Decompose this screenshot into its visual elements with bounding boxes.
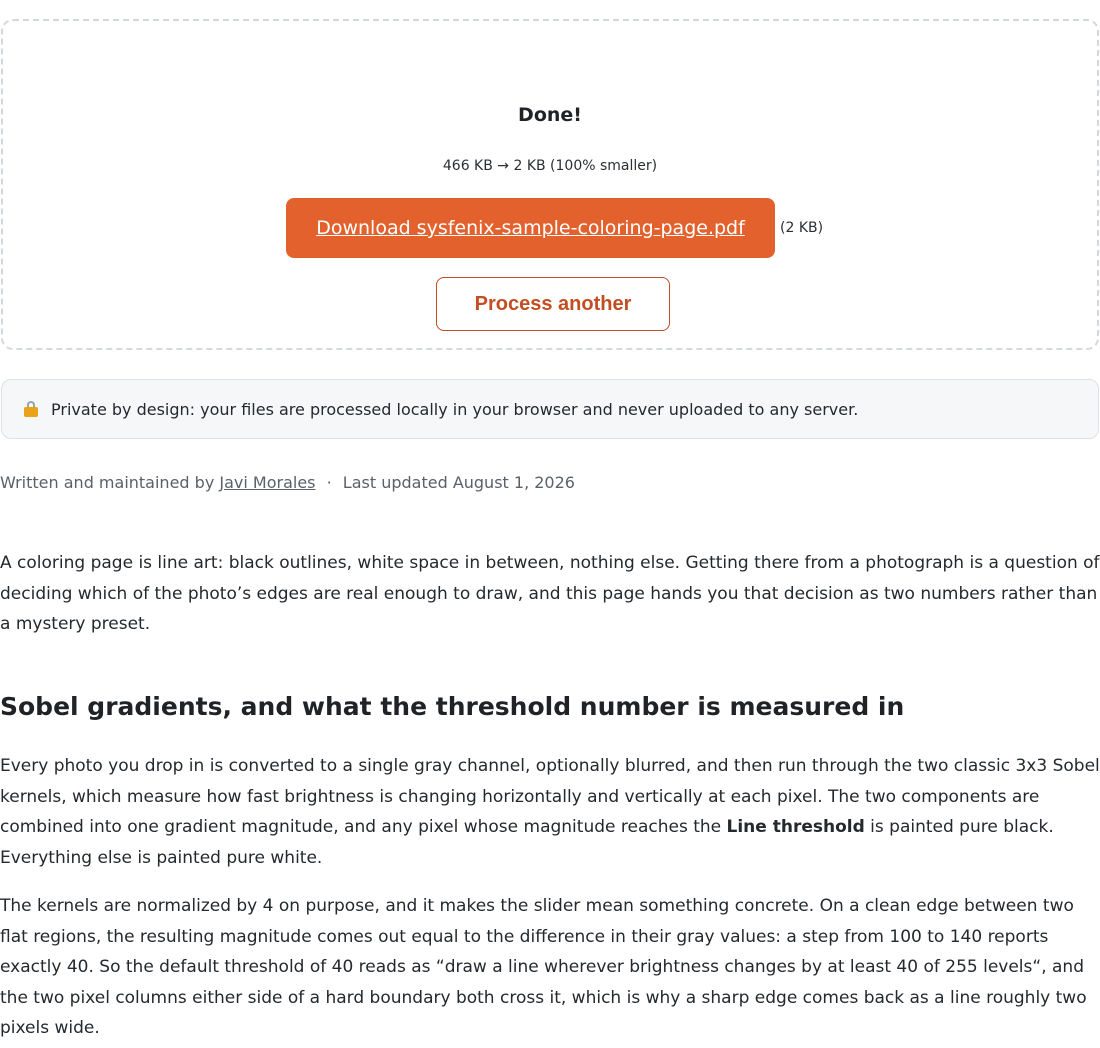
intro-paragraph: A coloring page is line art: black outlines, white space in between, nothing else. Getting there from a photograph is a question of deciding which of the photo’s edges are real enough to draw, and this page hands you that decision as two numbers rather than a mystery preset. <box>0 553 1100 634</box>
byline-prefix: Written and maintained by <box>0 473 215 492</box>
privacy-banner <box>1 379 1099 439</box>
download-size: (2 KB) <box>780 220 824 236</box>
byline <box>0 472 575 494</box>
process-another-button[interactable]: Process another <box>436 277 670 331</box>
size-summary: 466 KB → 2 KB (100% smaller) <box>442 158 658 174</box>
lock-icon <box>24 401 38 417</box>
section-heading: Sobel gradients, and what the threshold number is measured in <box>0 692 905 721</box>
sobel-text-before: Every photo you drop in is converted to a single gray channel, optionally blurred, and then run through the two classic 3x3 Sobel kernels, which measure how fast brightness is changing horizontally and vertically at each pixel. The two components are combined into one gradient magnitude, and any pixel whose magnitude reaches the <box>0 756 1100 837</box>
done-title: Done! <box>518 104 582 126</box>
result-card <box>1 19 1099 350</box>
sobel-text-after: is painted pure black. Everything else is painted pure white. <box>0 817 1054 868</box>
author-link[interactable]: Javi Morales <box>219 473 316 492</box>
download-row <box>286 198 823 258</box>
download-button[interactable]: Download sysfenix-sample-coloring-page.pdf <box>286 198 775 258</box>
byline-separator: · <box>326 473 332 492</box>
privacy-text: Private by design: your files are processed locally in your browser and never uploaded to any server. <box>51 399 859 419</box>
line-threshold-term: Line threshold <box>726 817 865 837</box>
last-updated: Last updated August 1, 2026 <box>342 473 575 492</box>
kernel-paragraph: The kernels are normalized by 4 on purpose, and it makes the slider mean something concrete. On a clean edge between two flat regions, the resulting magnitude comes out equal to the difference in their gray values: a step from 100 to 140 reports exactly 40. So the default threshold of 40 reads as “draw a line wherever brightness changes by at least 40 of 255 levels“, and the two pixel columns either side of a hard boundary both cross it, which is why a sharp edge comes back as a line roughly two pixels wide. <box>0 896 1087 1038</box>
sobel-paragraph <box>0 751 1100 873</box>
